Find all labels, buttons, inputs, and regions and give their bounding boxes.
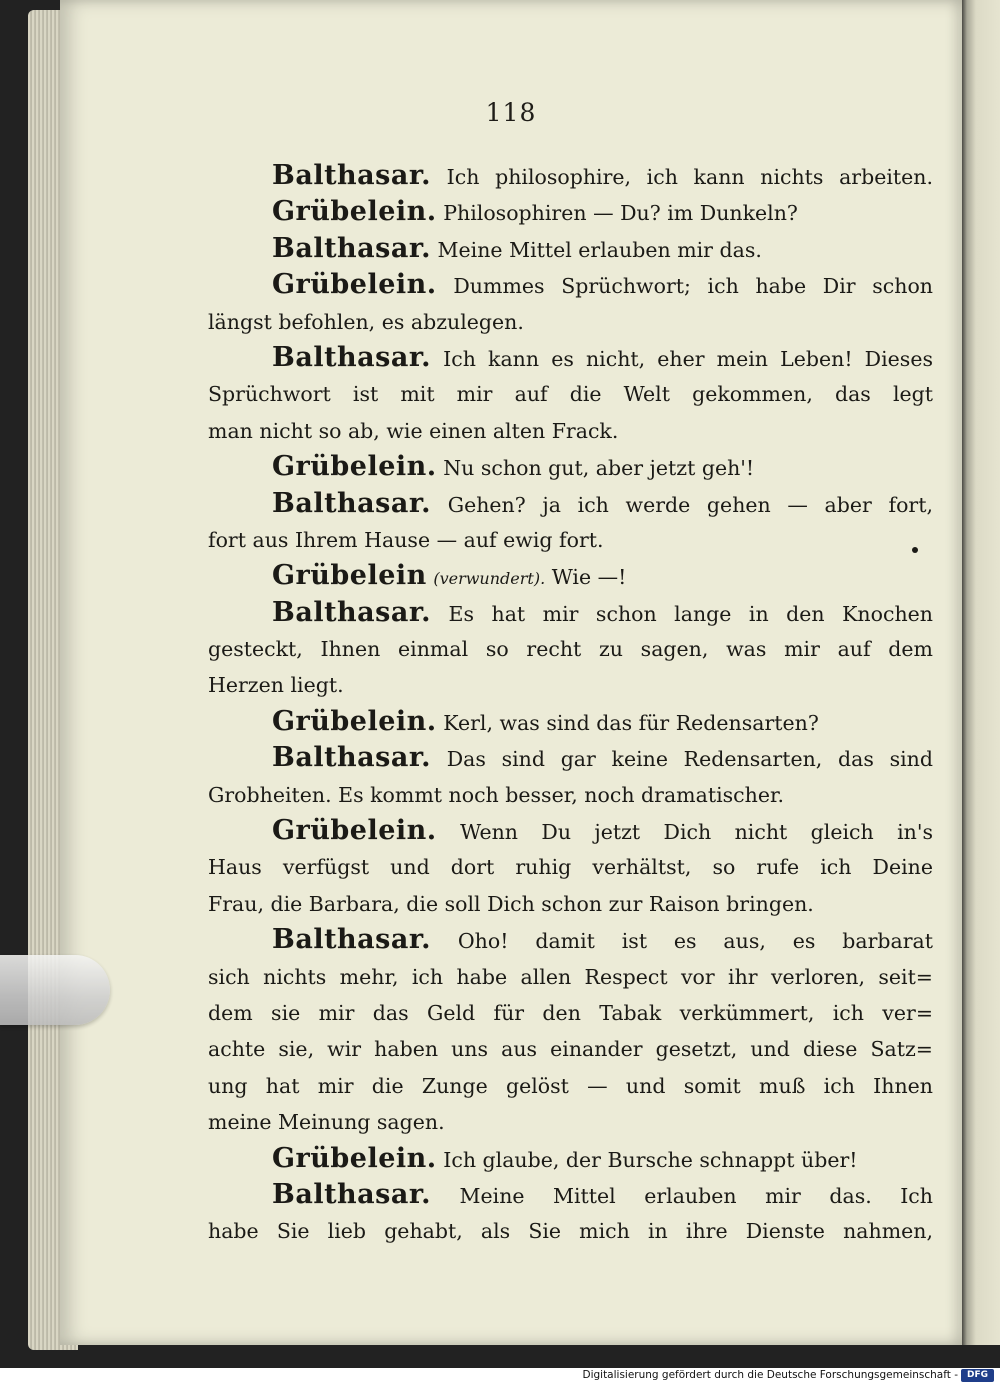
line-text: habe Sie lieb gehabt, als Sie mich in ihre Dienste nahmen, xyxy=(208,1219,933,1244)
speaker-name: Balthasar. xyxy=(272,160,432,191)
line-text: Herzen liegt. xyxy=(208,673,344,698)
speech-line xyxy=(208,267,933,303)
book-page xyxy=(60,0,962,1345)
speaker-name: Grübelein. xyxy=(272,196,437,228)
line-text: Meine Mittel erlauben mir das. Ich xyxy=(459,1183,933,1208)
line-text: ung hat mir die Zunge gelöst — und somit muß ich Ihnen xyxy=(208,1073,933,1098)
line-text: Ich kann es nicht, eher mein Leben! Dieses xyxy=(443,346,933,371)
speaker-name: Balthasar. xyxy=(272,596,432,628)
line-text: Sprüchwort ist mit mir auf die Welt gekommen, das legt xyxy=(208,382,933,407)
next-page-edge xyxy=(962,0,1000,1345)
text-line xyxy=(208,777,933,813)
text-line xyxy=(208,667,933,703)
speech-line xyxy=(208,922,933,958)
speech-line xyxy=(208,1141,933,1177)
line-text: meine Meinung sagen. xyxy=(208,1110,445,1135)
line-text: Dummes Sprüchwort; ich habe Dir schon xyxy=(453,274,933,299)
speech-line xyxy=(208,740,933,776)
line-text: dem sie mir das Geld für den Tabak verkümmert, ich ver= xyxy=(208,1000,933,1025)
speaker-name: Balthasar. xyxy=(272,742,432,774)
line-text: Wie —! xyxy=(551,565,627,590)
speaker-name: Balthasar. xyxy=(272,487,432,519)
speaker-name: Balthasar. xyxy=(272,924,432,956)
scanner-thumb-holder xyxy=(0,955,110,1025)
line-text: Das sind gar keine Redensarten, das sind xyxy=(446,747,933,772)
speech-line xyxy=(208,704,933,740)
speech-line xyxy=(208,486,933,522)
text-line xyxy=(208,959,933,995)
line-text: Ich glaube, der Bursche schnappt über! xyxy=(443,1147,858,1172)
speaker-name: Balthasar. xyxy=(272,1178,432,1210)
line-text: achte sie, wir haben uns aus einander gesetzt, und diese Satz= xyxy=(208,1037,933,1062)
page-number: 118 xyxy=(485,98,537,127)
text-line xyxy=(208,1068,933,1104)
speech-line xyxy=(208,813,933,849)
footer-credit: Digitalisierung gefördert durch die Deutsche Forschungsgemeinschaft - xyxy=(582,1369,958,1381)
speech-line xyxy=(208,449,933,485)
text-line xyxy=(208,1031,933,1067)
ink-speck xyxy=(912,547,918,553)
line-text: Haus verfügst und dort ruhig verhältst, so rufe ich Deine xyxy=(208,855,933,880)
line-text: man nicht so ab, wie einen alten Frack. xyxy=(208,418,619,443)
speech-line xyxy=(208,1177,933,1213)
text-body xyxy=(208,158,933,1250)
line-text: Nu schon gut, aber jetzt geh'! xyxy=(443,456,755,481)
speaker-name: Grübelein. xyxy=(272,815,437,847)
speaker-name: Grübelein. xyxy=(272,269,437,301)
line-text: Grobheiten. Es kommt noch besser, noch dramatischer. xyxy=(208,782,785,807)
line-text: längst befohlen, es abzulegen. xyxy=(208,309,524,334)
speaker-name: Grübelein. xyxy=(272,1142,437,1174)
text-line xyxy=(208,522,933,558)
text-line xyxy=(208,1213,933,1249)
line-text: gesteckt, Ihnen einmal so recht zu sagen, was mir auf dem xyxy=(208,637,933,662)
line-text: sich nichts mehr, ich habe allen Respect vor ihr verloren, seit= xyxy=(208,964,933,989)
text-line xyxy=(208,1104,933,1140)
dfg-logo: DFG xyxy=(961,1369,994,1382)
speech-line xyxy=(208,340,933,376)
line-text: Kerl, was sind das für Redensarten? xyxy=(443,710,819,735)
speaker-name: Grübelein xyxy=(272,560,427,592)
speech-line xyxy=(208,231,933,267)
text-line xyxy=(208,413,933,449)
line-text: Frau, die Barbara, die soll Dich schon zur Raison bringen. xyxy=(208,891,814,916)
text-line xyxy=(208,376,933,412)
line-text: Philosophiren — Du? im Dunkeln? xyxy=(443,201,798,226)
speaker-name: Grübelein. xyxy=(272,705,437,737)
digitization-footer xyxy=(0,1368,1000,1383)
speech-line xyxy=(208,158,933,194)
speech-line xyxy=(208,595,933,631)
speaker-name: Balthasar. xyxy=(272,232,432,264)
text-line xyxy=(208,995,933,1031)
line-text: Gehen? ja ich werde gehen — aber fort, xyxy=(447,492,933,517)
speaker-name: Balthasar. xyxy=(272,341,432,373)
text-line xyxy=(208,631,933,667)
text-line xyxy=(208,304,933,340)
speaker-name: Grübelein. xyxy=(272,451,437,483)
stage-direction: (verwundert). xyxy=(433,569,546,589)
text-line xyxy=(208,886,933,922)
line-text: Meine Mittel erlauben mir das. xyxy=(437,237,762,262)
line-text: Wenn Du jetzt Dich nicht gleich in's xyxy=(460,820,933,845)
speech-line xyxy=(208,558,933,594)
line-text: fort aus Ihrem Hause — auf ewig fort. xyxy=(208,527,604,552)
line-text: Es hat mir schon lange in den Knochen xyxy=(448,601,933,626)
line-text: Ich philosophire, ich kann nichts arbeiten. xyxy=(446,165,933,189)
speech-line xyxy=(208,194,933,230)
text-line xyxy=(208,849,933,885)
line-text: Oho! damit ist es aus, es barbarat xyxy=(457,929,933,954)
